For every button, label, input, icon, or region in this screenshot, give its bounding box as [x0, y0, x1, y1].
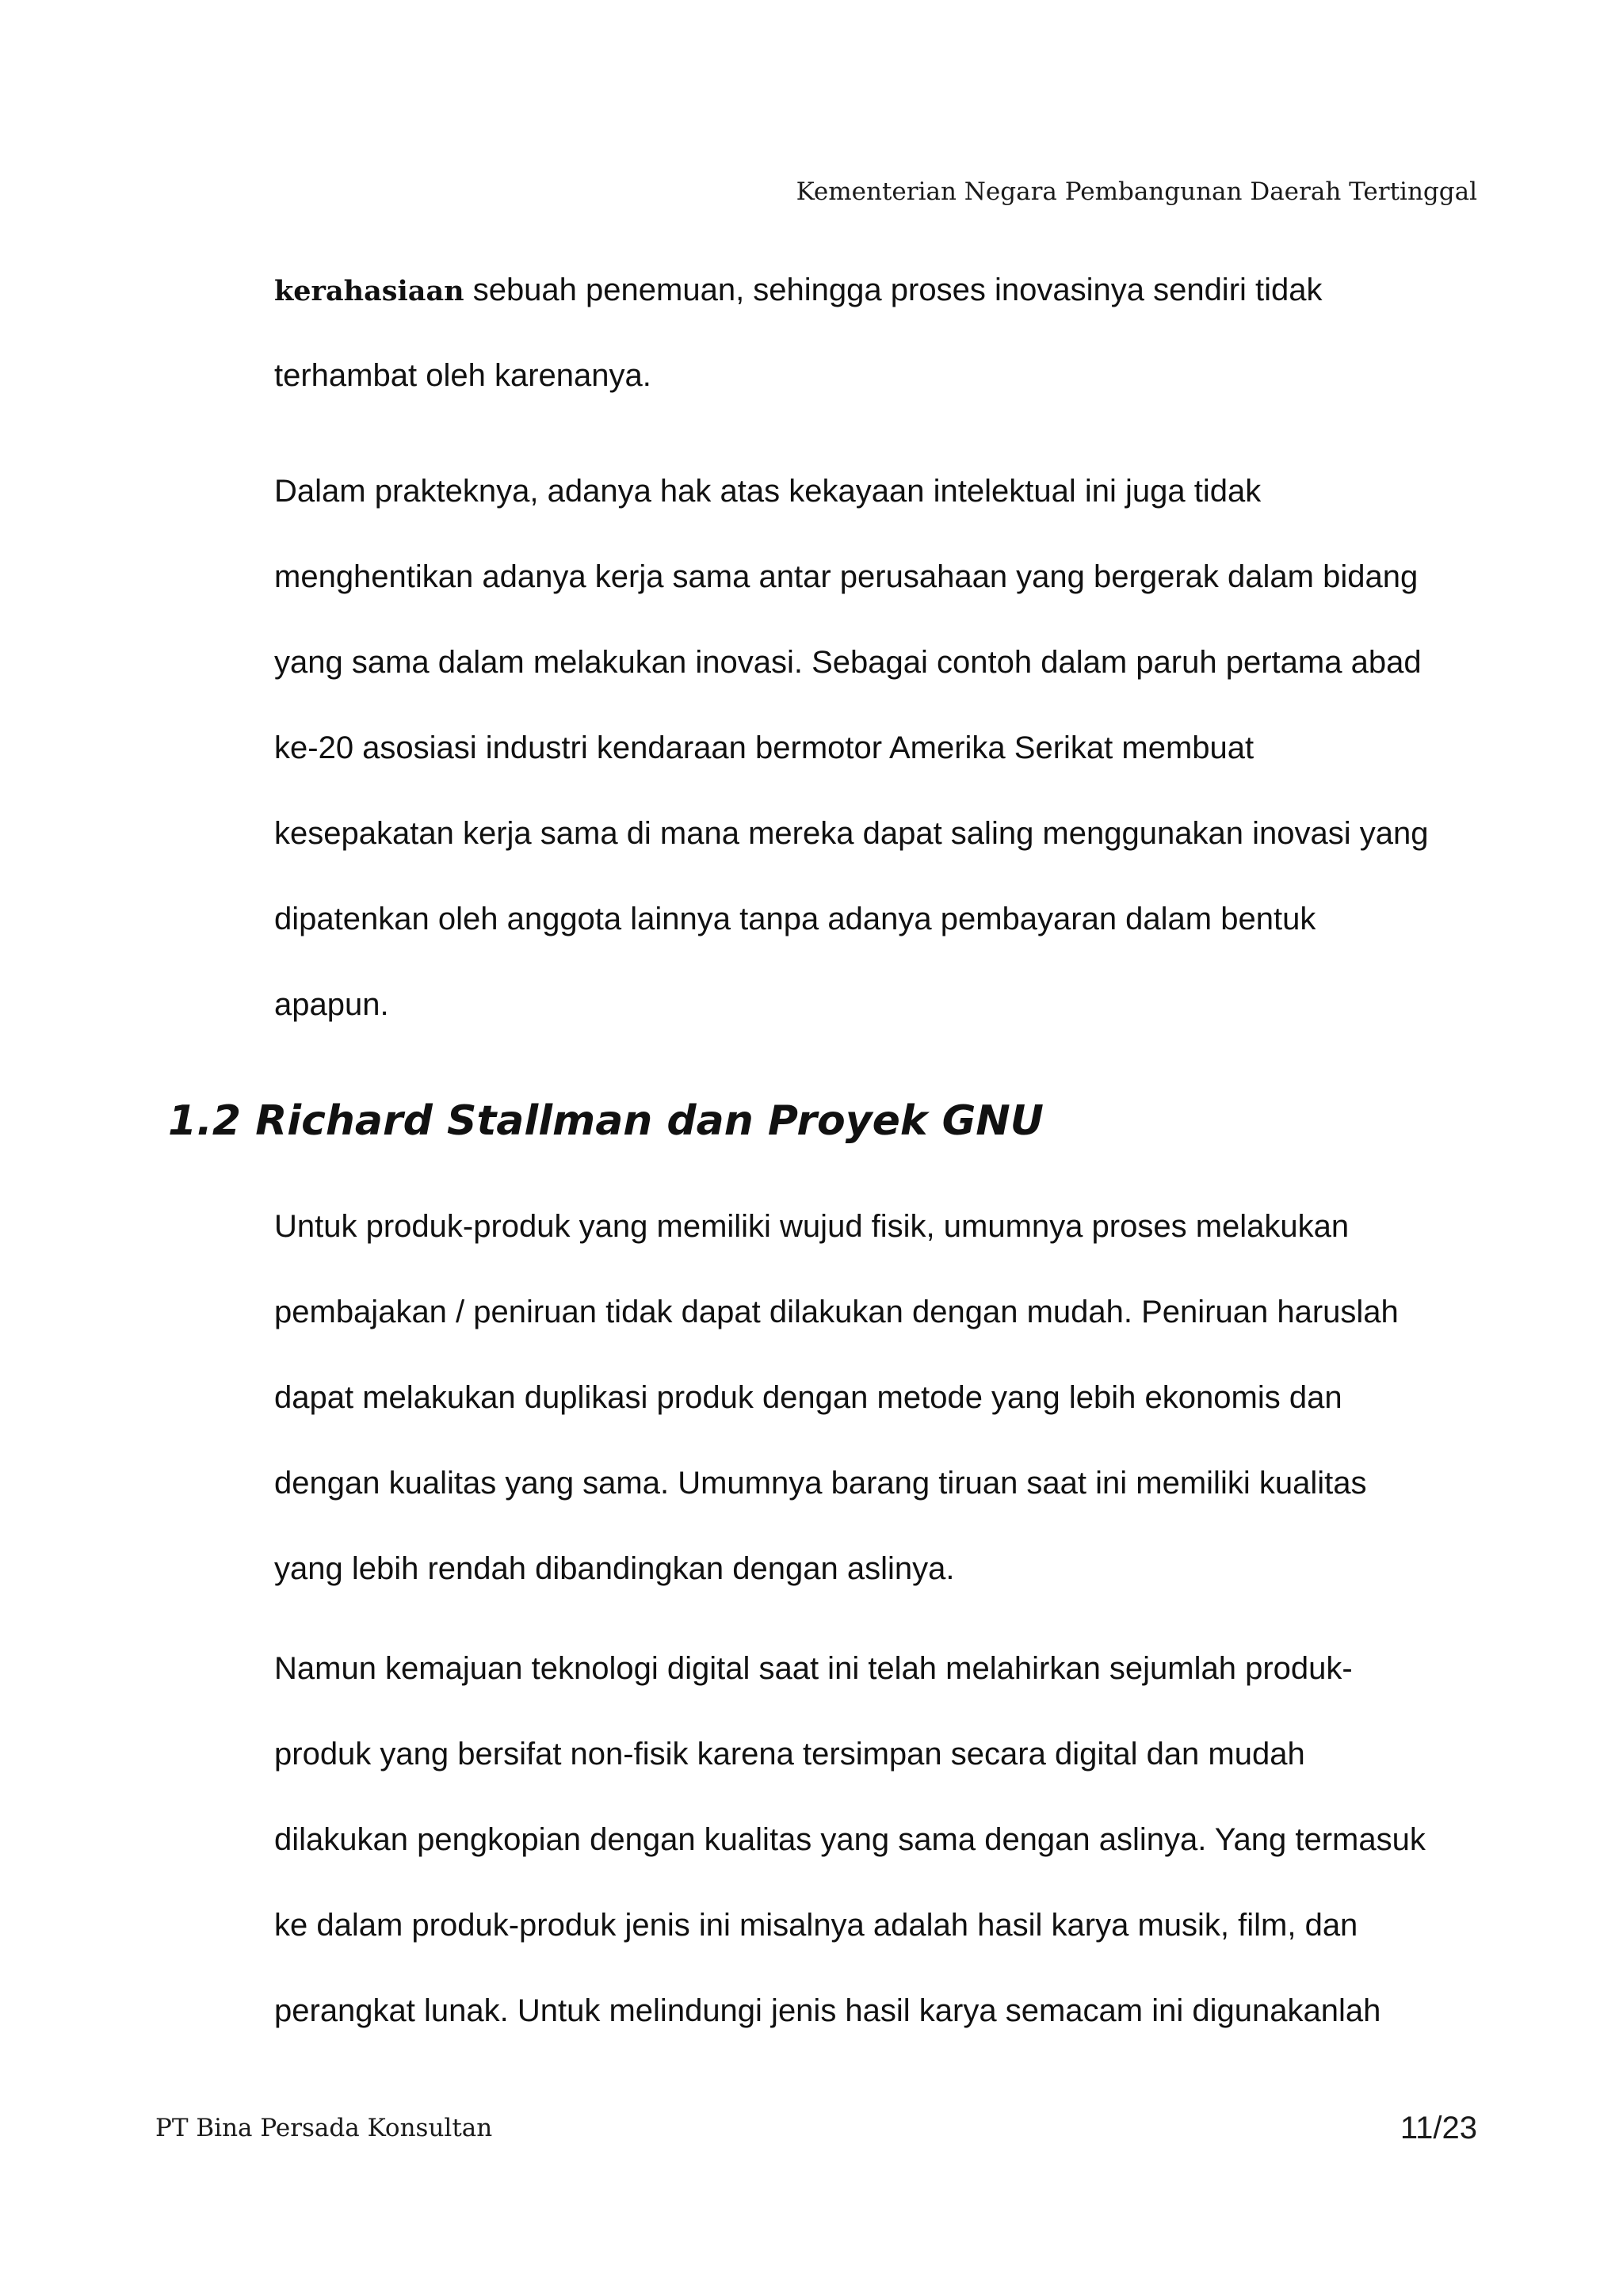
- paragraph-1: [274, 247, 1495, 418]
- paragraph-line: yang lebih rendah dibandingkan dengan aslinya.: [274, 1551, 955, 1586]
- paragraph-3: [274, 1184, 1495, 1611]
- paragraph-line: dipatenkan oleh anggota lainnya tanpa adanya pembayaran dalam bentuk: [274, 902, 1316, 936]
- paragraph-line: ke dalam produk-produk jenis ini misalnya adalah hasil karya musik, film, dan: [274, 1908, 1358, 1943]
- paragraph-line: Dalam prakteknya, adanya hak atas kekayaan intelektual ini juga tidak: [274, 474, 1262, 509]
- paragraph-line: [274, 247, 1495, 333]
- paragraph-line: pembajakan / peniruan tidak dapat dilakukan dengan mudah. Peniruan haruslah: [274, 1295, 1399, 1329]
- paragraph-line: terhambat oleh karenanya.: [274, 358, 651, 393]
- paragraph-line: dapat melakukan duplikasi produk dengan metode yang lebih ekonomis dan: [274, 1380, 1342, 1415]
- running-header: Kementerian Negara Pembangunan Daerah Tertinggal: [796, 177, 1477, 206]
- paragraph-line: Namun kemajuan teknologi digital saat ini telah melahirkan sejumlah produk-: [274, 1651, 1353, 1686]
- paragraph-line: dilakukan pengkopian dengan kualitas yang sama dengan aslinya. Yang termasuk: [274, 1822, 1426, 1857]
- paragraph-line: apapun.: [274, 987, 389, 1022]
- page-number: 11/23: [1400, 2111, 1477, 2145]
- paragraph-line: yang sama dalam melakukan inovasi. Sebagai contoh dalam paruh pertama abad: [274, 645, 1422, 680]
- paragraph-line: Untuk produk-produk yang memiliki wujud fisik, umumnya proses melakukan: [274, 1209, 1350, 1244]
- paragraph-line: perangkat lunak. Untuk melindungi jenis hasil karya semacam ini digunakanlah: [274, 1993, 1381, 2028]
- paragraph-2: [274, 448, 1495, 1047]
- bold-term: kerahasiaan: [274, 275, 464, 307]
- line-text: sebuah penemuan, sehingga proses inovasinya sendiri tidak: [464, 273, 1323, 307]
- paragraph-line: menghentikan adanya kerja sama antar perusahaan yang bergerak dalam bidang: [274, 559, 1419, 594]
- footer-company: PT Bina Persada Konsultan: [155, 2114, 493, 2142]
- section-heading: 1.2 Richard Stallman dan Proyek GNU: [168, 1097, 1044, 1145]
- paragraph-line: kesepakatan kerja sama di mana mereka dapat saling menggunakan inovasi yang: [274, 816, 1429, 851]
- paragraph-line: produk yang bersifat non-fisik karena tersimpan secara digital dan mudah: [274, 1737, 1305, 1772]
- paragraph-line: ke-20 asosiasi industri kendaraan bermotor Amerika Serikat membuat: [274, 730, 1254, 765]
- paragraph-4: [274, 1626, 1495, 2054]
- paragraph-line: dengan kualitas yang sama. Umumnya barang tiruan saat ini memiliki kualitas: [274, 1466, 1367, 1501]
